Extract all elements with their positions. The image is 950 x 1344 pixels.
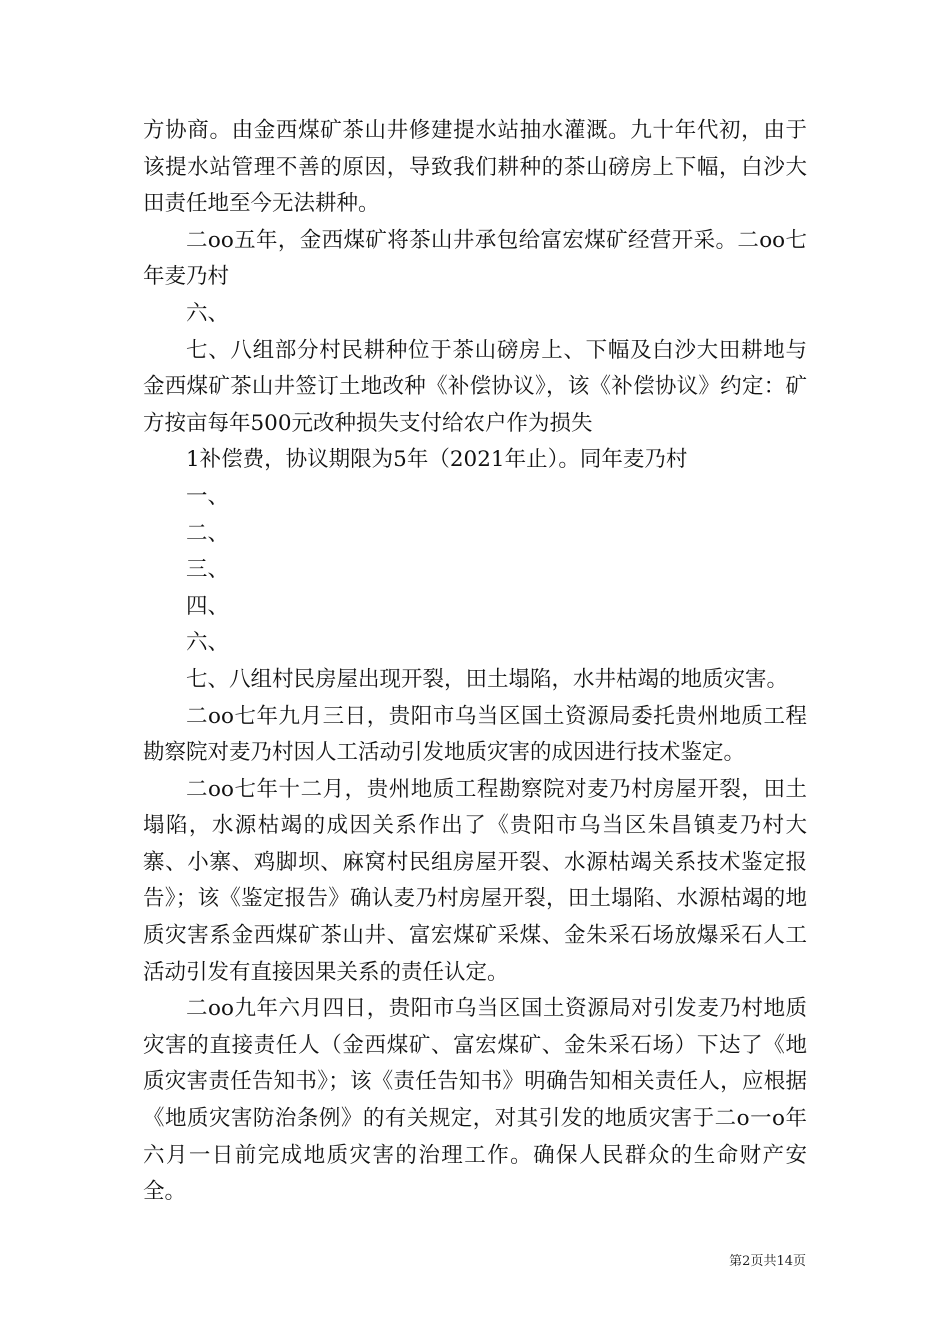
paragraph: 二oo七年九月三日，贵阳市乌当区国土资源局委托贵州地质工程勘察院对麦乃村因人工活动引发地质灾害的成因进行技术鉴定。 <box>143 703 807 766</box>
page-number: 第2页共14页 <box>729 1254 806 1269</box>
paragraph: 1补偿费，协议期限为5年（2021年止）。同年麦乃村 <box>186 447 688 473</box>
paragraph: 二、 <box>186 520 230 546</box>
paragraph: 七、八组村民房屋出现开裂，田土塌陷，水井枯竭的地质灾害。 <box>186 666 789 692</box>
paragraph: 二oo七年十二月，贵州地质工程勘察院对麦乃村房屋开裂，田土塌陷，水源枯竭的成因关系作出了《贵阳市乌当区朱昌镇麦乃村大寨、小寨、鸡脚坝、麻窝村民组房屋开裂、水源枯竭关系技术鉴定报告》；该《鉴定报告》确认麦乃村房屋开裂，田土塌陷、水源枯竭的地质灾害系金西煤矿茶山井、富宏煤矿采煤、金朱采石场放爆采石人工活动引发有直接因果关系的责任认定。 <box>143 776 807 985</box>
paragraph: 二oo九年六月四日，贵阳市乌当区国土资源局对引发麦乃村地质灾害的直接责任人（金西煤矿、富宏煤矿、金朱采石场）下达了《地质灾害责任告知书》；该《责任告知书》明确告知相关责任人，应根据《地质灾害防治条例》的有关规定，对其引发的地质灾害于二o一o年六月一日前完成地质灾害的治理工作。确保人民群众的生命财产安全。 <box>143 996 807 1205</box>
paragraph: 六、 <box>186 300 230 326</box>
paragraph: 六、 <box>186 630 230 656</box>
paragraph: 一、 <box>186 483 230 509</box>
paragraph: 七、八组部分村民耕种位于茶山磅房上、下幅及白沙大田耕地与金西煤矿茶山井签订土地改种《补偿协议》，该《补偿协议》约定：矿方按亩每年500元改种损失支付给农户作为损失 <box>143 337 807 436</box>
paragraph: 方协商。由金西煤矿茶山井修建提水站抽水灌溉。九十年代初，由于该提水站管理不善的原因，导致我们耕种的茶山磅房上下幅，白沙大田责任地至今无法耕种。 <box>143 118 807 217</box>
paragraph: 二oo五年，金西煤矿将茶山井承包给富宏煤矿经营开采。二oo七年麦乃村 <box>143 227 807 290</box>
document-body <box>143 113 807 1211</box>
paragraph: 四、 <box>186 593 230 619</box>
paragraph: 三、 <box>186 557 230 583</box>
